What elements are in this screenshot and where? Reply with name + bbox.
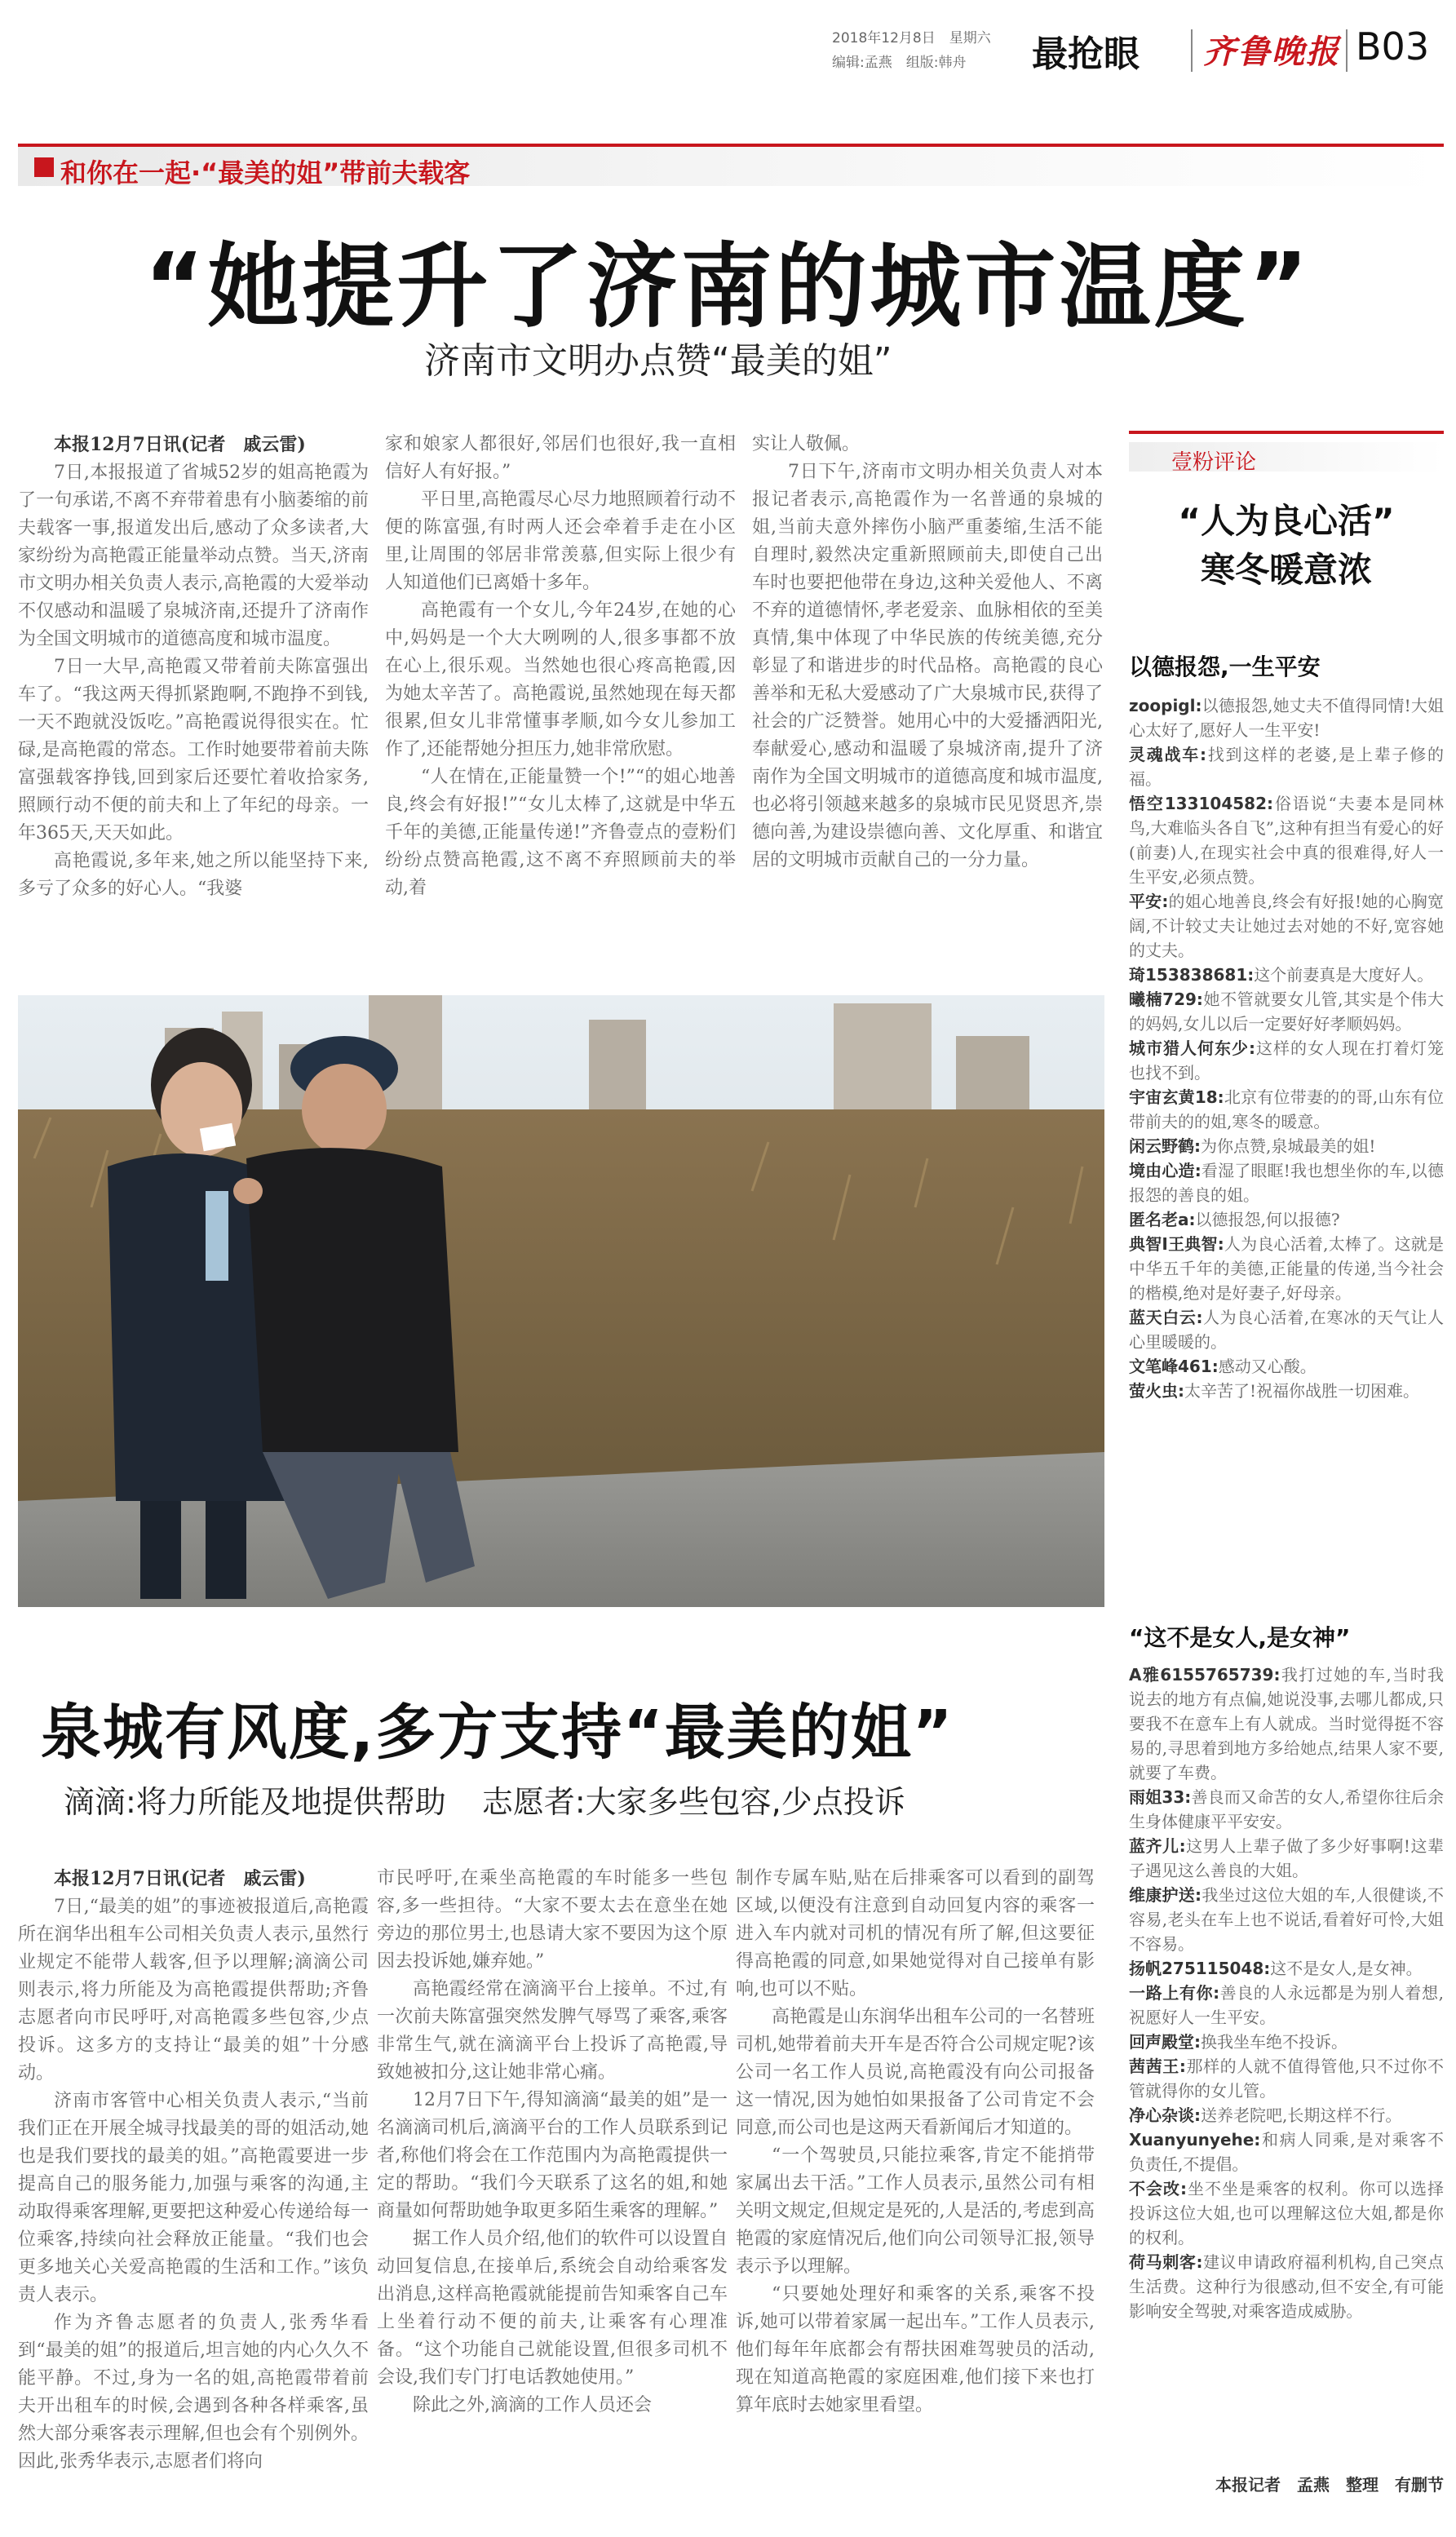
photo-caption: ◀寒风刺骨,高艳霞主动站到陈富强前面为他挡风。本报记者戚云雷 摄 <box>989 2392 1098 2535</box>
comment-item <box>1129 889 1444 963</box>
comment-item <box>1129 2127 1444 2176</box>
article2-column-3 <box>736 1865 1095 2493</box>
comment-item <box>1129 1981 1444 2030</box>
comment-text: 和病人同乘,是对乘客不负责任,不提倡。 <box>1129 2130 1444 2174</box>
comment-text: 以德报怨,何以报德? <box>1195 1210 1340 1229</box>
comment-user: 曦楠729: <box>1129 990 1203 1009</box>
series-kicker-bar <box>18 144 1444 186</box>
comment-item <box>1129 2030 1444 2054</box>
comment-item <box>1129 1158 1444 1207</box>
comment-user: 蓝齐儿: <box>1129 1836 1186 1856</box>
photo-illustration <box>18 995 1104 1607</box>
comment-text: 人为良心活着,太棒了。这就是中华五千年的美德,正能量的传递,当今社会的楷模,绝对是好妻子,好母亲。 <box>1129 1234 1444 1303</box>
section-name: 最抢眼 <box>1032 33 1140 75</box>
paragraph: 7日,“最美的姐”的事迹被报道后,高艳霞所在润华出租车公司相关负责人表示,虽然行业规定不能带人载客,但予以理解;滴滴公司则表示,将力所能及为高艳霞提供帮助;齐鲁志愿者向市民呼吁,对高艳霞多些包容,少点投诉。这多方的支持让“最美的姐”十分感动。 <box>18 1897 369 2083</box>
comment-user: 雨姐33: <box>1129 1787 1192 1807</box>
paragraph: 高艳霞有一个女儿,今年24岁,在她的心中,妈妈是一个大大咧咧的人,很多事都不放在心上,很乐观。当然她也很心疼高艳霞,因为她太辛苦了。高艳霞说,虽然她现在每天都很累,但女儿非常懂事孝顺,如今女儿参加工作了,还能帮她分担压力,她非常欣慰。 <box>385 600 736 759</box>
comment-user: 扬帆275115048: <box>1129 1959 1271 1978</box>
paragraph: 7日一大早,高艳霞又带着前夫陈富强出车了。“我这两天得抓紧跑啊,不跑挣不到钱,一天不跑就没饭吃。”高艳霞说得很实在。忙碌,是高艳霞的常态。工作时她要带着前夫陈富强载客挣钱,回到家后还要忙着收拾家务,照顾行动不便的前夫和上了年纪的母亲。一年365天,天天如此。 <box>18 657 369 843</box>
comment-item <box>1129 2103 1444 2127</box>
comment-user: 一路上有你: <box>1129 1983 1220 2003</box>
comment-user: 文笔峰461: <box>1129 1357 1219 1376</box>
article2-subhead <box>64 1777 905 1822</box>
comment-user: 荷马刺客: <box>1129 2252 1203 2272</box>
article1-column-3 <box>752 431 1103 920</box>
article1-headline: “她提升了济南的城市温度” <box>144 234 1312 340</box>
comment-user: 琦153838681: <box>1129 965 1255 985</box>
comment-item <box>1129 1785 1444 1834</box>
paragraph: 高艳霞是山东润华出租车公司的一名替班司机,她带着前夫开车是否符合公司规定呢?该公司一名工作人员说,高艳霞没有向公司报备这一情况,因为她怕如果报备了公司肯定不会同意,而公司也是这两天看新闻后才知道的。 <box>736 2007 1095 2138</box>
comment-list <box>1129 1663 1444 2478</box>
paragraph: 高艳霞经常在滴滴平台上接单。不过,有一次前夫陈富强突然发脾气辱骂了乘客,乘客非常生气,就在滴滴平台上投诉了高艳霞,导致她被扣分,这让她非常心痛。 <box>377 1979 728 2083</box>
comment-user: 典智I王典智: <box>1129 1234 1224 1254</box>
square-bullet-icon <box>34 157 54 177</box>
comment-text: 送养老院吧,长期这样不行。 <box>1201 2105 1402 2125</box>
article2-headline: 泉城有风度,多方支持“最美的姐” <box>41 1698 954 1768</box>
comment-item <box>1129 987 1444 1036</box>
paragraph: 实让人敬佩。 <box>752 434 861 454</box>
comment-text: 俗语说“夫妻本是同林鸟,大难临头各自飞”,这种有担当有爱心的好(前妻)人,在现实社会中真的很难得,好人一生平安,必须点赞。 <box>1129 794 1444 887</box>
masthead <box>816 18 1444 83</box>
comment-user: Xuanyunyehe: <box>1129 2130 1261 2150</box>
comment-user: 城市猎人何东少: <box>1129 1038 1255 1058</box>
comment-text: 我坐过这位大姐的车,人很健谈,不容易,老头在车上也不说话,看着好可怜,大姐不容易。 <box>1129 1885 1445 1954</box>
paragraph: “只要她处理好和乘客的关系,乘客不投诉,她可以带着家属一起出车。”工作人员表示,他们每年年底都会有帮扶困难驾驶员的活动,现在知道高艳霞的家庭困难,他们接下来也打算年底时去她家里看望。 <box>736 2284 1095 2415</box>
comment-list <box>1129 693 1444 1607</box>
paragraph: 家和娘家人都很好,邻居们也很好,我一直相信好人有好报。” <box>385 434 736 482</box>
comment-item <box>1129 1379 1444 1403</box>
paragraph: 市民呼吁,在乘坐高艳霞的车时能多一些包容,多一些担待。“大家不要太去在意坐在她旁边的那位男士,也恳请大家不要因为这个原因去投诉她,嫌弃她。” <box>377 1868 728 1972</box>
comment-user: 宇宙玄黄18: <box>1129 1087 1224 1107</box>
comment-item <box>1129 1956 1444 1981</box>
comment-item <box>1129 2054 1444 2103</box>
article2-byline: 本报12月7日讯(记者 戚云雷) <box>54 1868 306 1889</box>
comment-item <box>1129 2250 1444 2323</box>
editor-credits: 编辑:孟燕 组版:韩舟 <box>832 55 967 71</box>
article1-column-1 <box>18 431 369 920</box>
comment-text: 善良的人永远都是为别人着想,祝愿好人一生平安。 <box>1129 1983 1444 2027</box>
comment-item <box>1129 1036 1444 1085</box>
comment-text: 太辛苦了!祝福你战胜一切困难。 <box>1184 1381 1420 1401</box>
comment-user: 境由心造: <box>1129 1161 1202 1180</box>
paragraph: 高艳霞说,多年来,她之所以能坚持下来,多亏了众多的好心人。“我婆 <box>18 851 369 899</box>
comment-item <box>1129 693 1444 742</box>
comment-item <box>1129 1207 1444 1232</box>
comment-item <box>1129 2176 1444 2250</box>
comment-item <box>1129 1085 1444 1134</box>
series-kicker: 和你在一起·“最美的姐”带前夫载客 <box>60 157 471 188</box>
paragraph: 济南市客管中心相关负责人表示,“当前我们正在开展全城寻找最美的哥的姐活动,她也是我们要找的最美的姐。”高艳霞要进一步提高自己的服务能力,加强与乘客的沟通,主动取得乘客理解,更要把这种爱心传递给每一位乘客,持续向社会释放正能量。“我们也会更多地关心关爱高艳霞的生活和工作。”该负责人表示。 <box>18 2091 369 2305</box>
comment-user: 回声殿堂: <box>1129 2032 1201 2052</box>
paragraph: 作为齐鲁志愿者的负责人,张秀华看到“最美的姐”的报道后,坦言她的内心久久不能平静。不过,身为一名的姐,高艳霞带着前夫开出租车的时候,会遇到各种各样乘客,虽然大部分乘客表示理解,但也会有个别例外。因此,张秀华表示,志愿者们将向 <box>18 2313 369 2472</box>
comment-text: 找到这样的老婆,是上辈子修的福。 <box>1129 745 1444 789</box>
sidebar-tag: 壹粉评论 <box>1171 450 1257 475</box>
comment-user: zoopigl: <box>1129 696 1202 715</box>
comment-user: 净心杂谈: <box>1129 2105 1201 2125</box>
paragraph: 除此之外,滴滴的工作人员还会 <box>413 2395 652 2415</box>
sidebar-rule <box>1129 431 1444 434</box>
comment-text: 看湿了眼眶!我也想坐你的车,以德报怨的善良的姐。 <box>1129 1161 1444 1205</box>
comment-item <box>1129 1232 1444 1305</box>
comment-user: 匿名老a: <box>1129 1210 1196 1229</box>
sidebar-section-heading: 以德报怨,一生平安 <box>1129 653 1321 680</box>
sidebar-credit: 本报记者 孟燕 整理 有删节 <box>1215 2475 1444 2495</box>
masthead-divider <box>1191 29 1193 72</box>
comment-text: 以德报怨,她丈夫不值得同情!大姐心太好了,愿好人一生平安! <box>1129 696 1444 740</box>
sidebar-section-heading: “这不是女人,是女神” <box>1129 1624 1351 1651</box>
comment-user: 悟空133104582: <box>1129 794 1273 813</box>
comment-text: 那样的人就不值得管他,只不过你不管就得你的女儿管。 <box>1129 2057 1445 2101</box>
paragraph: 12月7日下午,得知滴滴“最美的姐”是一名滴滴司机后,滴滴平台的工作人员联系到记者,称他们将会在工作范围内为高艳霞提供一定的帮助。“我们今天联系了这名的姐,和她商量如何帮助她争取更多陌生乘客的理解。” <box>377 2090 728 2221</box>
comment-text: 这男人上辈子做了多少好事啊!这辈子遇见这么善良的大姐。 <box>1129 1836 1444 1880</box>
paragraph: “一个驾驶员,只能拉乘客,肯定不能捎带家属出去干活。”工作人员表示,虽然公司有相关明文规定,但规定是死的,人是活的,考虑到高艳霞的家庭情况后,他们向公司领导汇报,领导表示予以理解。 <box>736 2145 1095 2277</box>
comment-item <box>1129 1834 1444 1883</box>
comment-user: 平安: <box>1129 892 1169 911</box>
comment-text: 这样的女人现在打着灯笼也找不到。 <box>1129 1038 1444 1083</box>
comment-item <box>1129 1354 1444 1379</box>
reader-comments-sidebar <box>1129 431 1444 2495</box>
paragraph: 7日,本报报道了省城52岁的姐高艳霞为了一句承诺,不离不弃带着患有小脑萎缩的前夫载客一事,报道发出后,感动了众多读者,大家纷纷为高艳霞正能量举动点赞。当天,济南市文明办相关负责人表示,高艳霞的大爱举动不仅感动和温暖了泉城济南,还提升了济南作为全国文明城市的道德高度和城市温度。 <box>18 463 369 649</box>
sidebar-title: “人为良心活” <box>1178 501 1395 541</box>
comment-text: 她不管就要女儿管,其实是个伟大的妈妈,女儿以后一定要好好孝顺妈妈。 <box>1129 990 1445 1034</box>
comment-text: 我打过她的车,当时我说去的地方有点偏,她说没事,去哪儿都成,只要我不在意车上有人就成。当时觉得挺不容易的,寻思着到地方多给她点,结果人家不要,就要了车费。 <box>1129 1665 1445 1782</box>
page-number: B03 <box>1356 24 1430 69</box>
comment-user: A雅6155765739: <box>1129 1665 1281 1685</box>
paragraph: 平日里,高艳霞尽心尽力地照顾着行动不便的陈富强,有时两人还会牵着手走在小区里,让周围的邻居非常羡慕,但实际上很少有人知道他们已离婚十多年。 <box>385 489 736 593</box>
article2-subhead-right: 志愿者:大家多些包容,少点投诉 <box>481 1784 905 1820</box>
comment-text: 建议申请政府福利机构,自己突点生活费。这种行为很感动,但不安全,有可能影响安全驾驶,对乘客造成威胁。 <box>1129 2252 1445 2321</box>
comment-item <box>1129 791 1444 889</box>
article2-subhead-left: 滴滴:将力所能及地提供帮助 <box>64 1784 446 1820</box>
article2-column-1 <box>18 1865 369 2493</box>
comment-text: 的姐心地善良,终会有好报!她的心胸宽阔,不计较丈夫让她过去对她的不好,宽容她的丈夫。 <box>1129 892 1444 960</box>
comment-user: 闲云野鹤: <box>1129 1136 1201 1156</box>
comment-user: 萤火虫: <box>1129 1381 1184 1401</box>
issue-date: 2018年12月8日 星期六 <box>832 30 991 46</box>
comment-text: 善良而又命苦的女人,希望你往后余生身体健康平平安安。 <box>1129 1787 1444 1831</box>
paragraph: 7日下午,济南市文明办相关负责人对本报记者表示,高艳霞作为一名普通的泉城的姐,当前夫意外摔伤小脑严重萎缩,生活不能自理时,毅然决定重新照顾前夫,即使自己出车时也要把他带在身边,这种关爱他人、不离不弃的道德情怀,孝老爱亲、血脉相依的至美真情,集中体现了中华民族的传统美德,充分彰显了和谐进步的时代品格。高艳霞的良心善举和无私大爱感动了广大泉城市民,获得了社会的广泛赞誉。她用心中的大爱播洒阳光,奉献爱心,感动和温暖了泉城济南,提升了济南作为全国文明城市的道德高度和城市温度,也必将引领越来越多的泉城市民见贤思齐,崇德向善,为建设崇德向善、文化厚重、和谐宜居的文明城市贡献自己的一分力量。 <box>752 462 1103 870</box>
comment-user: 维康护送: <box>1129 1885 1202 1905</box>
comment-item <box>1129 742 1444 791</box>
masthead-divider <box>1346 29 1348 72</box>
comment-user: 灵魂战车: <box>1129 745 1207 764</box>
comment-item <box>1129 1663 1444 1785</box>
article1-byline: 本报12月7日讯(记者 戚云雷) <box>54 434 306 455</box>
sidebar-title: 寒冬暖意浓 <box>1200 550 1372 590</box>
comment-item <box>1129 1305 1444 1354</box>
comment-text: 这个前妻真是大度好人。 <box>1254 965 1434 985</box>
comment-item <box>1129 1883 1444 1956</box>
comment-text: 为你点赞,泉城最美的姐! <box>1201 1136 1376 1156</box>
paragraph: 制作专属车贴,贴在后排乘客可以看到的副驾区域,以便没有注意到自动回复内容的乘客一进入车内就对司机的情况有所了解,但这要征得高艳霞的同意,如果她觉得对自己接单有影响,也可以不贴。 <box>736 1868 1095 1999</box>
paragraph: “人在情在,正能量赞一个!”“的姐心地善良,终会有好报!”“女儿太棒了,这就是中华五千年的美德,正能量传递!”齐鲁壹点的壹粉们纷纷点赞高艳霞,这不离不弃照顾前夫的举动,着 <box>385 767 736 898</box>
comment-text: 人为良心活着,在寒冰的天气让人心里暖暖的。 <box>1129 1308 1445 1352</box>
paragraph: 据工作人员介绍,他们的软件可以设置自动回复信息,在接单后,系统会自动给乘客发出消息,这样高艳霞就能提前告知乘客自己车上坐着行动不便的前夫,让乘客有心理准备。“这个功能自己就能设置,但很多司机不会设,我们专门打电话教她使用。” <box>377 2229 728 2388</box>
comment-item <box>1129 1134 1444 1158</box>
comment-text: 这不是女人,是女神。 <box>1270 1959 1423 1978</box>
comment-user: 不会改: <box>1129 2179 1187 2198</box>
newspaper-logo: 齐鲁晚报 <box>1203 33 1340 71</box>
article1-subhead: 济南市文明办点赞“最美的姐” <box>424 340 892 382</box>
article1-column-2 <box>385 431 736 920</box>
comment-item <box>1129 963 1444 987</box>
article2-column-2 <box>377 1865 728 2493</box>
comment-user: 蓝天白云: <box>1129 1308 1203 1327</box>
comment-text: 感动又心酸。 <box>1218 1357 1317 1376</box>
comment-user: 茜茜王: <box>1129 2057 1186 2076</box>
comment-text: 坐不坐是乘客的权利。你可以选择投诉这位大姐,也可以理解这位大姐,都是你的权利。 <box>1129 2179 1444 2247</box>
comment-text: 北京有位带妻的的哥,山东有位带前夫的的姐,寒冬的暖意。 <box>1129 1087 1444 1131</box>
comment-text: 换我坐车绝不投诉。 <box>1201 2032 1348 2052</box>
